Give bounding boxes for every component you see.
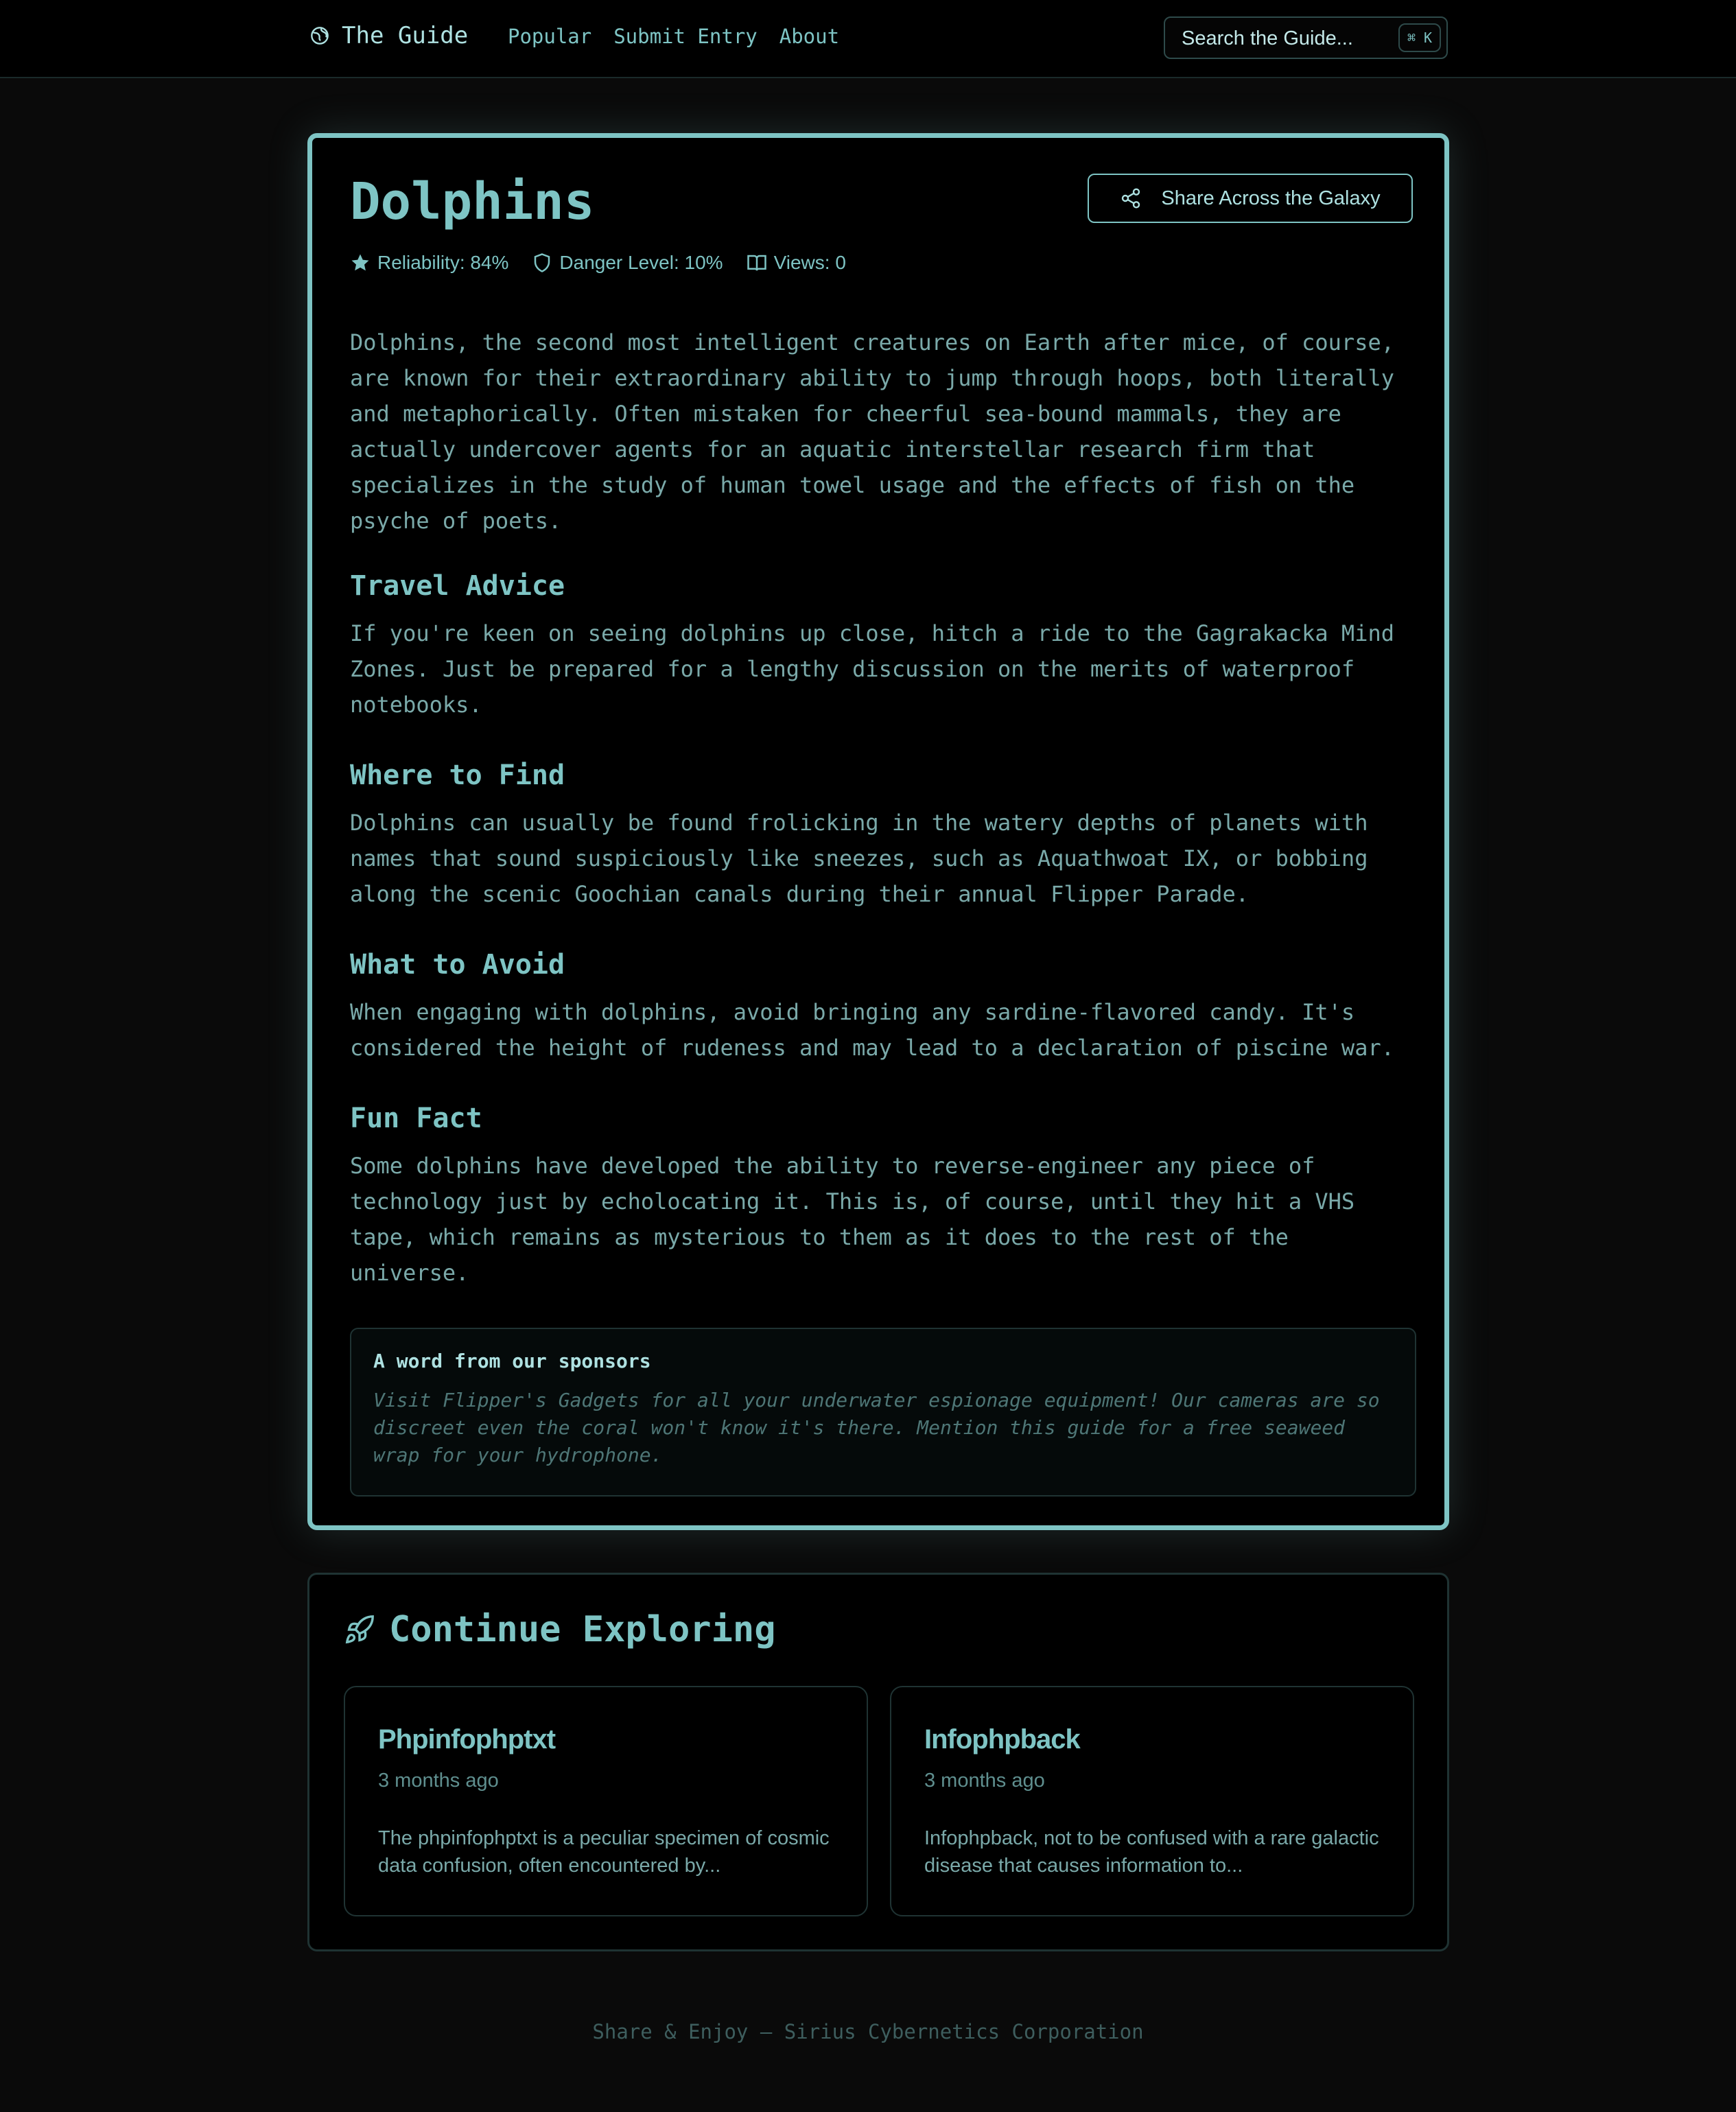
section-heading-what-to-avoid: What to Avoid <box>350 949 565 981</box>
continue-exploring-header <box>344 1609 776 1650</box>
views-text: Views: 0 <box>773 252 846 273</box>
sponsor-text: Visit Flipper's Gadgets for all your underwater espionage equipment! Our cameras are so discreet even the coral won't know it's there. Mention this guide for a free seaweed wrap for your hydrophone. <box>373 1389 1380 1466</box>
continue-exploring-panel <box>307 1573 1449 1951</box>
nav-link-submit-entry[interactable]: Submit Entry <box>613 25 758 48</box>
book-icon <box>747 253 767 273</box>
nav-links <box>508 25 839 48</box>
card-timestamp: 3 months ago <box>378 1770 499 1792</box>
card-title: Phpinfophptxt <box>378 1724 556 1755</box>
continue-exploring-title: Continue Exploring <box>389 1609 776 1650</box>
card-excerpt: The phpinfophptxt is a peculiar specimen of cosmic data confusion, often encountered by... <box>378 1827 830 1877</box>
section-text-fun-fact: Some dolphins have developed the ability to reverse-engineer any piece of technology just by echolocating it. This is, of course, until they hit a VHS tape, which remains as mysterious to them as it does to the rest of the universe. <box>350 1153 1355 1286</box>
page-title: Dolphins <box>350 172 595 231</box>
share-button-label: Share Across the Galaxy <box>1161 187 1381 209</box>
share-button[interactable] <box>1088 174 1413 223</box>
card-timestamp: 3 months ago <box>924 1770 1045 1792</box>
search-input[interactable] <box>1182 27 1387 50</box>
search-box[interactable] <box>1164 16 1448 59</box>
danger-meta <box>532 252 723 274</box>
section-text-travel-advice: If you're keen on seeing dolphins up close, hitch a ride to the Gagrakacka Mind Zones. Just be prepared for a lengthy discussion on the merits of waterproof notebooks. <box>350 620 1394 718</box>
article-intro: Dolphins, the second most intelligent creatures on Earth after mice, of course, are known for their extraordinary ability to jump through hoops, both literally and metaphorically. Often mistaken for cheerful sea-bound mammals, they are actually undercover agents for an aquatic interstellar research firm that specializes in the study of human towel usage and the effects of fish on the psyche of poets. <box>350 329 1394 534</box>
sponsor-title: A word from our sponsors <box>373 1350 651 1372</box>
share-icon <box>1120 187 1142 209</box>
globe-icon <box>310 26 329 45</box>
danger-text: Danger Level: 10% <box>559 252 723 273</box>
footer-text: Share & Enjoy – Sirius Cybernetics Corporation <box>592 2020 1144 2043</box>
brand-link[interactable] <box>310 22 468 49</box>
section-text-what-to-avoid: When engaging with dolphins, avoid bringing any sardine-flavored candy. It's considered the height of rudeness and may lead to a declaration of piscine war. <box>350 999 1394 1061</box>
section-heading-fun-fact: Fun Fact <box>350 1103 482 1134</box>
article-meta <box>350 252 846 274</box>
views-meta <box>747 252 846 274</box>
nav-link-about[interactable]: About <box>779 25 840 48</box>
search-shortcut-badge: ⌘ K <box>1398 23 1441 52</box>
sponsor-box <box>350 1328 1416 1497</box>
card-excerpt: Infophpback, not to be confused with a rare galactic disease that causes information to... <box>924 1827 1379 1877</box>
reliability-meta <box>350 252 508 274</box>
star-icon <box>350 253 371 273</box>
explore-card[interactable] <box>344 1686 868 1916</box>
brand-name: The Guide <box>342 22 469 49</box>
card-title: Infophpback <box>924 1724 1080 1755</box>
reliability-text: Reliability: 84% <box>377 252 509 273</box>
rocket-icon <box>344 1614 375 1645</box>
section-heading-where-to-find: Where to Find <box>350 760 565 791</box>
explore-card[interactable] <box>890 1686 1414 1916</box>
section-heading-travel-advice: Travel Advice <box>350 570 565 602</box>
top-nav <box>0 0 1736 78</box>
nav-link-popular[interactable]: Popular <box>508 25 592 48</box>
article-card <box>307 133 1449 1530</box>
section-text-where-to-find: Dolphins can usually be found frolicking in the watery depths of planets with names that sound suspiciously like sneezes, such as Aquathwoat IX, or bobbing along the scenic Goochian canals during their annual Flipper Parade. <box>350 810 1368 907</box>
shield-icon <box>532 253 552 273</box>
